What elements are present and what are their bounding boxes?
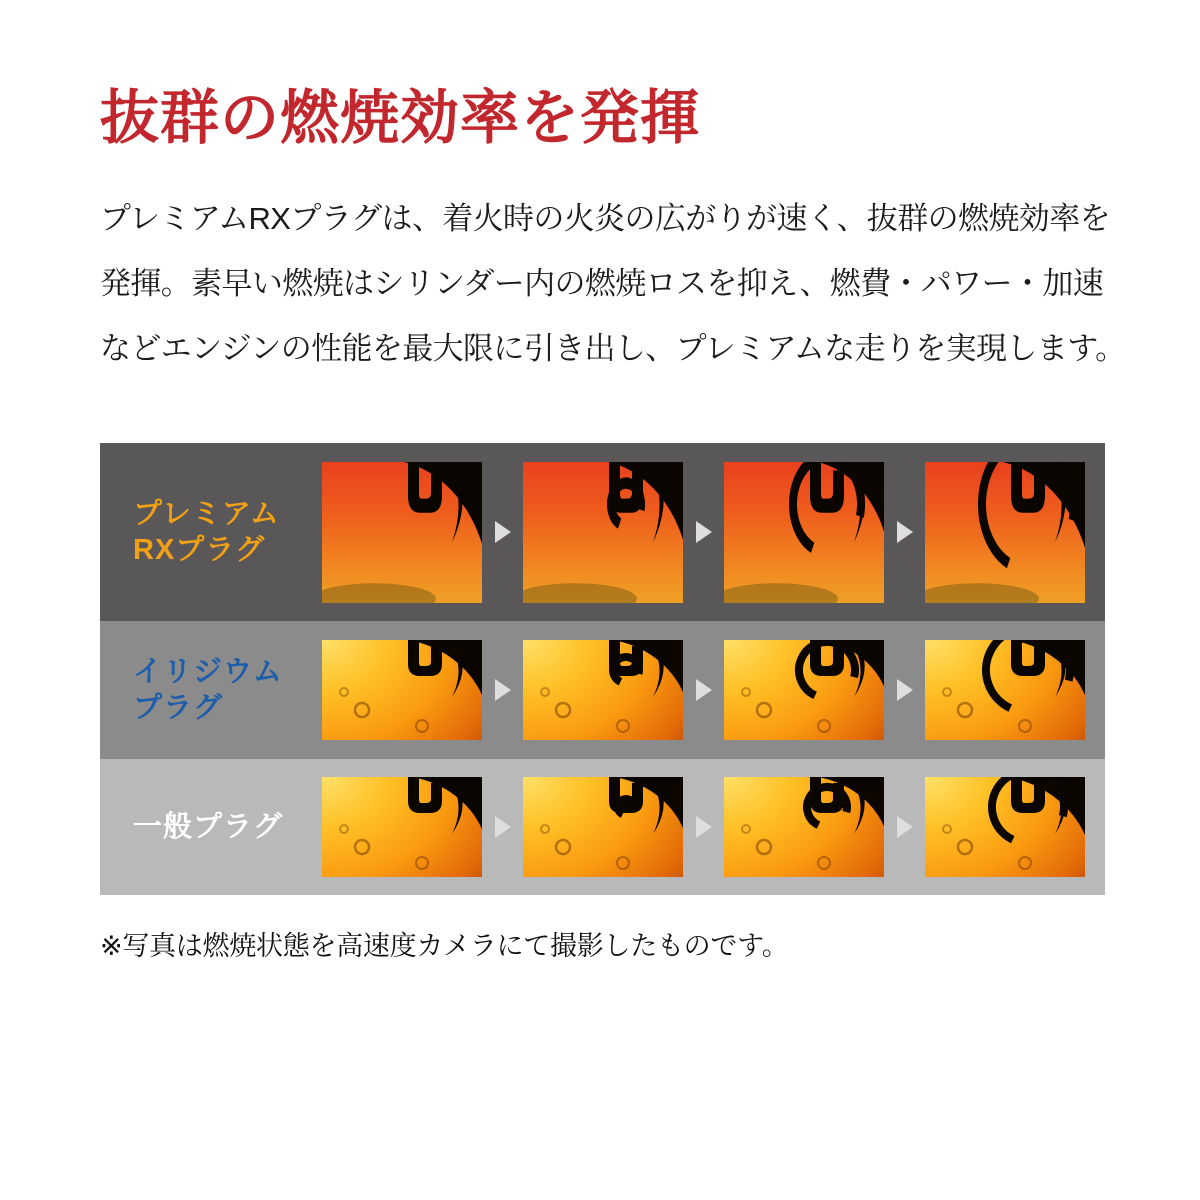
footnote: ※写真は燃焼状態を高速度カメラにて撮影したものです。 xyxy=(100,931,789,961)
arrow-right-icon xyxy=(482,679,523,701)
row-label-iridium xyxy=(100,621,322,759)
row-label-line: プレミアム xyxy=(133,498,280,530)
combustion-photo-premium-rx-frame-3 xyxy=(724,462,884,603)
table-row-iridium xyxy=(100,621,1105,759)
row-label-line: イリジウム xyxy=(133,656,283,688)
combustion-photo-iridium-frame-1 xyxy=(322,640,482,740)
arrow-right-icon xyxy=(884,679,925,701)
photo-sequence-standard xyxy=(322,759,1105,895)
body-line-2: 発揮。素早い燃焼はシリンダー内の燃焼ロスを抑え、燃費・パワー・加速 xyxy=(100,266,1104,301)
combustion-photo-premium-rx-frame-4 xyxy=(925,462,1085,603)
combustion-photo-premium-rx-frame-2 xyxy=(523,462,683,603)
table-row-standard xyxy=(100,759,1105,895)
comparison-table xyxy=(100,443,1105,895)
combustion-photo-premium-rx-frame-1 xyxy=(322,462,482,603)
combustion-photo-iridium-frame-3 xyxy=(724,640,884,740)
combustion-photo-iridium-frame-4 xyxy=(925,640,1085,740)
row-label-line: 一般プラグ xyxy=(133,811,284,843)
combustion-photo-iridium-frame-2 xyxy=(523,640,683,740)
row-label-line: RXプラグ xyxy=(133,534,266,566)
photo-sequence-premium-rx xyxy=(322,443,1105,621)
arrow-right-icon xyxy=(482,521,523,543)
arrow-right-icon xyxy=(884,816,925,838)
arrow-right-icon xyxy=(683,521,724,543)
row-label-line: プラグ xyxy=(133,692,224,724)
page-title: 抜群の燃焼効率を発揮 xyxy=(100,85,701,151)
photo-sequence-iridium xyxy=(322,621,1105,759)
arrow-right-icon xyxy=(482,816,523,838)
table-row-premium-rx xyxy=(100,443,1105,621)
arrow-right-icon xyxy=(884,521,925,543)
combustion-photo-standard-frame-4 xyxy=(925,777,1085,877)
row-label-premium-rx xyxy=(100,443,322,621)
row-label-standard xyxy=(100,759,322,895)
body-text xyxy=(100,186,1130,381)
combustion-photo-standard-frame-1 xyxy=(322,777,482,877)
combustion-photo-standard-frame-2 xyxy=(523,777,683,877)
body-line-3: などエンジンの性能を最大限に引き出し、プレミアムな走りを実現します。 xyxy=(100,331,1126,366)
arrow-right-icon xyxy=(683,679,724,701)
combustion-photo-standard-frame-3 xyxy=(724,777,884,877)
arrow-right-icon xyxy=(683,816,724,838)
body-line-1: プレミアムRXプラグは、着火時の火炎の広がりが速く、抜群の燃焼効率を xyxy=(100,201,1110,236)
